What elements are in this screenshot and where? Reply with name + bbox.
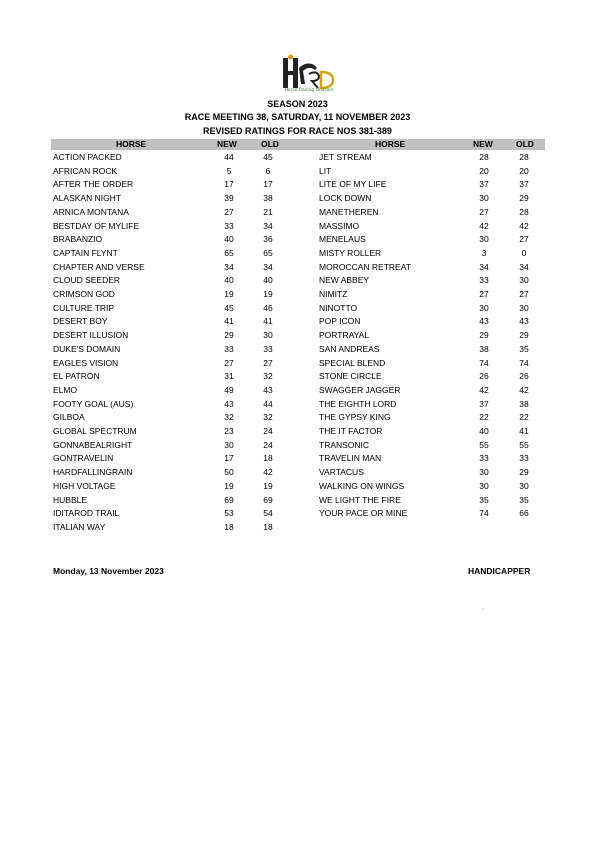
table-row: [0, 452, 595, 466]
old-rating: 41: [263, 316, 273, 327]
new-rating: 37: [479, 398, 489, 409]
new-rating: 40: [224, 275, 234, 286]
horse-name: MANETHEREN: [319, 206, 379, 217]
season-title: SEASON 2023: [267, 99, 328, 109]
new-rating: 27: [479, 206, 489, 217]
new-rating: 17: [224, 453, 234, 464]
new-rating: 30: [479, 480, 489, 491]
new-rating: 33: [224, 220, 234, 231]
old-rating: 74: [519, 357, 529, 368]
table-row: [0, 343, 595, 357]
logo-h-bar: [283, 71, 298, 75]
old-rating: 24: [263, 426, 273, 436]
footer-mark: .: [482, 605, 484, 611]
table-row: [0, 370, 595, 384]
horse-name: THE EIGHTH LORD: [319, 398, 397, 409]
table-row: [0, 165, 595, 179]
horse-name: LITE OF MY LIFE: [319, 179, 387, 190]
old-rating: 65: [263, 247, 273, 258]
old-rating: 19: [263, 289, 273, 299]
new-rating: 42: [479, 220, 489, 231]
old-rating: 32: [263, 412, 273, 423]
horse-name: DUKE'S DOMAIN: [53, 343, 121, 354]
table-row: [0, 507, 595, 521]
horse-name: NINOTTO: [319, 302, 358, 313]
table-row: [0, 206, 595, 220]
horse-name: POP ICON: [319, 316, 361, 327]
table-row: [0, 329, 595, 343]
new-rating: 19: [224, 289, 234, 299]
horse-name: YOUR PACE OR MINE: [319, 508, 408, 519]
horse-name: GONTRAVELIN: [53, 453, 114, 464]
horse-name: MENELAUS: [319, 234, 366, 245]
horse-name: HUBBLE: [53, 494, 88, 505]
horse-name: ARNICA MONTANA: [53, 206, 129, 217]
horse-name: WE LIGHT THE FIRE: [319, 494, 401, 505]
table-row: [0, 480, 595, 494]
table-row: [0, 398, 595, 412]
horse-name: TRAVELIN MAN: [319, 453, 382, 464]
new-rating: 18: [224, 521, 234, 532]
horse-name: STONE CIRCLE: [319, 371, 382, 382]
horse-name: CRIMSON GOD: [53, 289, 115, 299]
horse-name: TRANSONIC: [319, 439, 370, 450]
old-rating: 27: [519, 289, 529, 299]
old-rating: 42: [519, 220, 529, 231]
table-row: [0, 151, 595, 165]
table-row: [0, 466, 595, 480]
old-rating: 43: [519, 316, 529, 327]
horse-name: DESERT ILLUSION: [53, 330, 129, 341]
horse-name: THE IT FACTOR: [319, 426, 383, 436]
horse-name: MASSIMO: [319, 220, 360, 231]
horse-name: DESERT BOY: [53, 316, 108, 327]
new-rating: 27: [224, 357, 234, 368]
old-rating: 54: [263, 508, 273, 519]
horse-name: SWAGGER JAGGER: [319, 384, 401, 395]
old-rating: 41: [519, 426, 529, 436]
new-rating: 26: [479, 371, 489, 382]
horse-name: CAPTAIN FLYNT: [53, 247, 118, 258]
col-horse-left: HORSE: [116, 139, 147, 149]
horse-name: ACTION PACKED: [53, 152, 122, 162]
new-rating: 34: [479, 261, 489, 272]
old-rating: 46: [263, 302, 273, 313]
new-rating: 42: [479, 384, 489, 395]
new-rating: 74: [479, 357, 489, 368]
horse-name: WALKING ON WINGS: [319, 480, 405, 491]
old-rating: 43: [263, 384, 273, 395]
new-rating: 23: [224, 426, 234, 436]
new-rating: 44: [224, 152, 234, 162]
old-rating: 6: [265, 165, 271, 176]
table-row: [0, 439, 595, 453]
table-row: [0, 521, 595, 535]
new-rating: 35: [479, 494, 489, 505]
table-row: [0, 274, 595, 288]
new-rating: 19: [224, 480, 234, 491]
new-rating: 29: [224, 330, 234, 341]
table-row: [0, 220, 595, 234]
horse-name: CLOUD SEEDER: [53, 275, 121, 286]
new-rating: 27: [224, 206, 234, 217]
old-rating: 33: [263, 343, 273, 354]
old-rating: 44: [263, 398, 273, 409]
new-rating: 41: [224, 316, 234, 327]
horse-name: SAN ANDREAS: [319, 343, 380, 354]
old-rating: 29: [519, 330, 529, 341]
new-rating: 40: [224, 234, 234, 245]
new-rating: 27: [479, 289, 489, 299]
table-row: [0, 384, 595, 398]
horse-name: HIGH VOLTAGE: [53, 480, 116, 491]
new-rating: 69: [224, 494, 234, 505]
horse-name: LIT: [319, 165, 332, 176]
horse-name: VARTACUS: [319, 467, 364, 478]
new-rating: 22: [479, 412, 489, 423]
old-rating: 27: [263, 357, 273, 368]
old-rating: 21: [263, 206, 273, 217]
new-rating: 39: [224, 193, 234, 204]
table-row: [0, 357, 595, 371]
new-rating: 5: [226, 165, 232, 176]
new-rating: 20: [479, 165, 489, 176]
old-rating: 69: [263, 494, 273, 505]
horse-name: THE GYPSY KING: [319, 412, 391, 423]
col-new-left: NEW: [217, 139, 237, 149]
table-row: [0, 261, 595, 275]
new-rating: 38: [479, 343, 489, 354]
table-row: [0, 233, 595, 247]
horse-name: AFTER THE ORDER: [53, 179, 134, 190]
new-rating: 29: [479, 330, 489, 341]
old-rating: 45: [263, 152, 273, 162]
new-rating: 33: [479, 275, 489, 286]
table-row: [0, 411, 595, 425]
table-row: [0, 288, 595, 302]
new-rating: 32: [224, 412, 234, 423]
horse-name: HARDFALLINGRAIN: [53, 467, 133, 478]
old-rating: 37: [519, 179, 529, 190]
new-rating: 34: [224, 261, 234, 272]
horse-name: EAGLES VISION: [53, 357, 119, 368]
new-rating: 43: [479, 316, 489, 327]
old-rating: 40: [263, 275, 273, 286]
old-rating: 30: [519, 275, 529, 286]
table-row: [0, 494, 595, 508]
horse-name: PORTRAYAL: [319, 330, 370, 341]
col-old-left: OLD: [261, 139, 279, 149]
old-rating: 17: [263, 179, 273, 190]
old-rating: 32: [263, 371, 273, 382]
old-rating: 29: [519, 193, 529, 204]
new-rating: 49: [224, 384, 234, 395]
horse-name: SPECIAL BLEND: [319, 357, 386, 368]
new-rating: 37: [479, 179, 489, 190]
old-rating: 42: [263, 467, 273, 478]
horse-name: BRABANZIO: [53, 234, 103, 245]
new-rating: 65: [224, 247, 234, 258]
horse-name: ITALIAN WAY: [53, 521, 106, 532]
new-rating: 30: [479, 467, 489, 478]
horse-name: CHAPTER AND VERSE: [53, 261, 145, 272]
old-rating: 34: [263, 261, 273, 272]
new-rating: 31: [224, 371, 234, 382]
new-rating: 30: [479, 302, 489, 313]
horse-name: AFRICAN ROCK: [53, 165, 118, 176]
footer-date: Monday, 13 November 2023: [53, 566, 164, 576]
col-old-right: OLD: [516, 139, 534, 149]
old-rating: 38: [263, 193, 273, 204]
horse-name: NEW ABBEY: [319, 275, 370, 286]
meeting-title: RACE MEETING 38, SATURDAY, 11 NOVEMBER 2023: [184, 112, 411, 122]
new-rating: 30: [479, 193, 489, 204]
horse-name: GLOBAL SPECTRUM: [53, 426, 137, 436]
new-rating: 28: [479, 152, 489, 162]
old-rating: 28: [519, 152, 529, 162]
old-rating: 30: [519, 302, 529, 313]
old-rating: 26: [519, 371, 529, 382]
new-rating: 30: [224, 439, 234, 450]
table-row: [0, 302, 595, 316]
old-rating: 18: [263, 453, 273, 464]
table-row: [0, 315, 595, 329]
horse-name: FOOTY GOAL (AUS): [53, 398, 134, 409]
old-rating: 35: [519, 494, 529, 505]
horse-name: LOCK DOWN: [319, 193, 372, 204]
old-rating: 55: [519, 439, 529, 450]
col-horse-right: HORSE: [375, 139, 406, 149]
new-rating: 43: [224, 398, 234, 409]
logo-jockey-head: [288, 55, 293, 60]
logo-d-mark: [321, 72, 333, 88]
old-rating: 24: [263, 439, 273, 450]
new-rating: 50: [224, 467, 234, 478]
horse-name: MOROCCAN RETREAT: [319, 261, 411, 272]
new-rating: 30: [479, 234, 489, 245]
old-rating: 34: [519, 261, 529, 272]
new-rating: 74: [479, 508, 489, 519]
new-rating: 40: [479, 426, 489, 436]
horse-name: BESTDAY OF MYLIFE: [53, 220, 140, 231]
table-row: [0, 425, 595, 439]
table-row: [0, 247, 595, 261]
old-rating: 36: [263, 234, 273, 245]
horse-name: IDITAROD TRAIL: [53, 508, 120, 519]
horse-name: MISTY ROLLER: [319, 247, 382, 258]
horse-name: EL PATRON: [53, 371, 100, 382]
old-rating: 35: [519, 343, 529, 354]
old-rating: 19: [263, 480, 273, 491]
table-row: [0, 192, 595, 206]
old-rating: 30: [519, 480, 529, 491]
old-rating: 27: [519, 234, 529, 245]
old-rating: 0: [521, 247, 527, 258]
horse-name: GILBOA: [53, 412, 85, 423]
new-rating: 33: [479, 453, 489, 464]
old-rating: 66: [519, 508, 529, 519]
logo-r-mark: [309, 72, 319, 88]
horse-name: GONNABEALRIGHT: [53, 439, 133, 450]
new-rating: 53: [224, 508, 234, 519]
new-rating: 55: [479, 439, 489, 450]
old-rating: 33: [519, 453, 529, 464]
old-rating: 18: [263, 521, 273, 532]
old-rating: 20: [519, 165, 529, 176]
old-rating: 29: [519, 467, 529, 478]
new-rating: 33: [224, 343, 234, 354]
old-rating: 28: [519, 206, 529, 217]
col-new-right: NEW: [473, 139, 493, 149]
new-rating: 45: [224, 302, 234, 313]
old-rating: 42: [519, 384, 529, 395]
table-header: [51, 139, 545, 150]
horse-name: CULTURE TRIP: [53, 302, 115, 313]
old-rating: 38: [519, 398, 529, 409]
new-rating: 3: [481, 247, 487, 258]
old-rating: 30: [263, 330, 273, 341]
horse-name: ALASKAN NIGHT: [53, 193, 122, 204]
horse-name: NIMITZ: [319, 289, 348, 299]
old-rating: 34: [263, 220, 273, 231]
table-row: [0, 178, 595, 192]
horse-name: JET STREAM: [319, 152, 372, 162]
footer-signature: HANDICAPPER: [468, 566, 531, 576]
logo-caption: Horse Racing Division: [284, 88, 334, 93]
old-rating: 22: [519, 412, 529, 423]
horse-name: ELMO: [53, 384, 78, 395]
new-rating: 17: [224, 179, 234, 190]
ratings-subtitle: REVISED RATINGS FOR RACE NOS 381-389: [203, 126, 392, 136]
